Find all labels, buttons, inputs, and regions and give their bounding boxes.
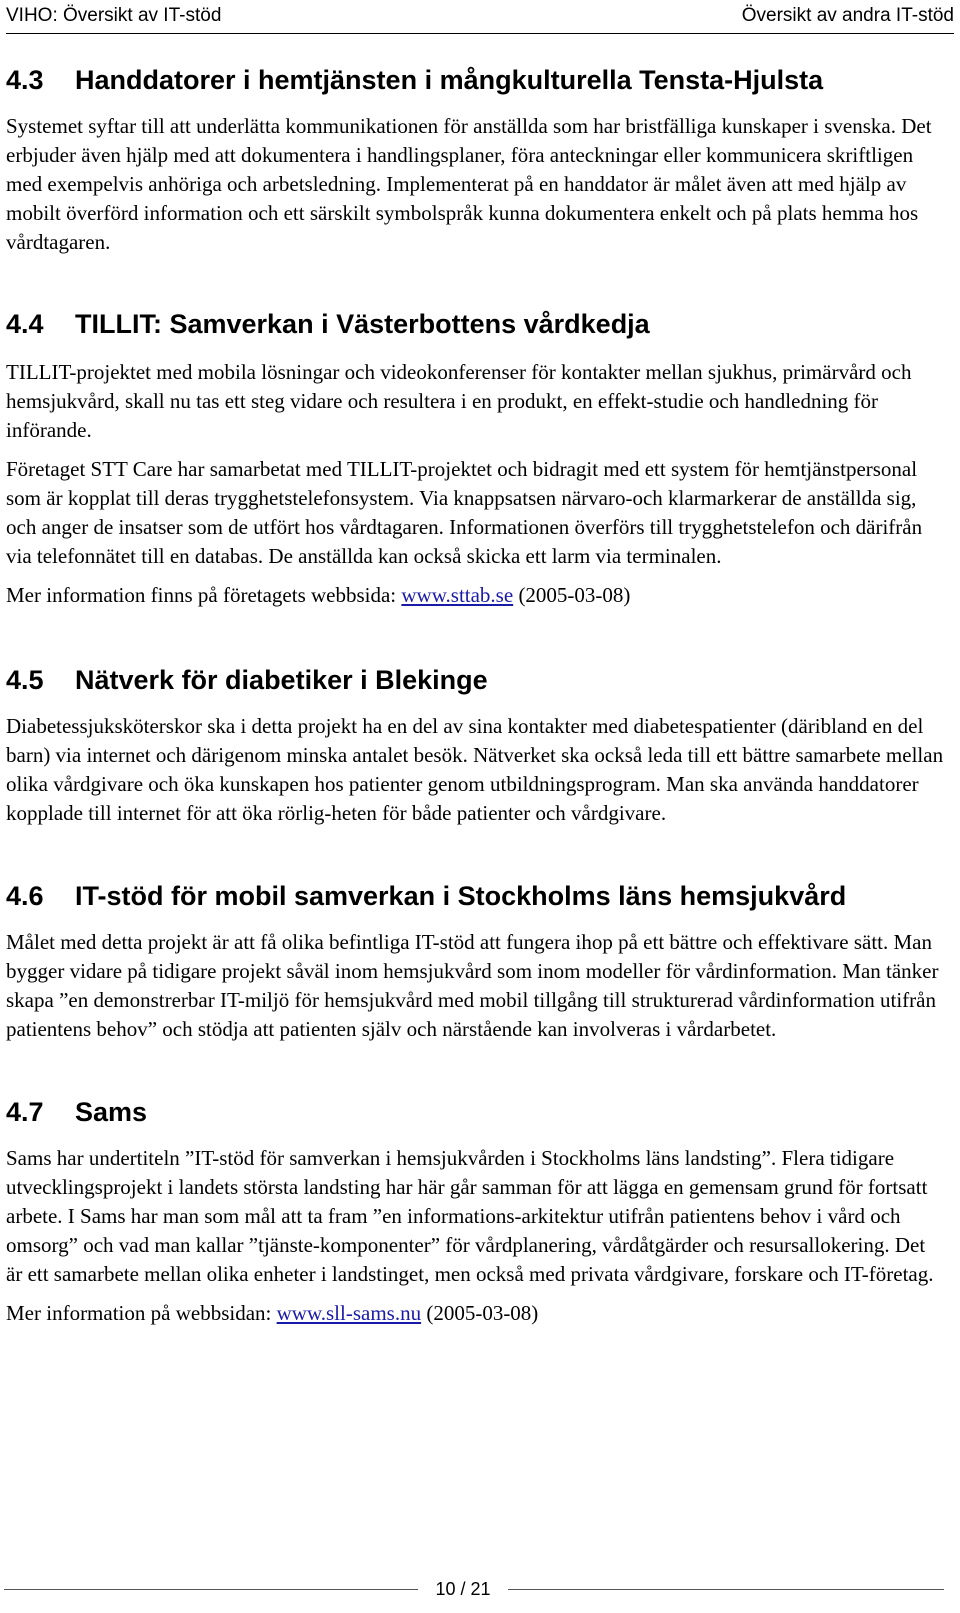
footer-rule-left (4, 1589, 418, 1590)
paragraph: Målet med detta projekt är att få olika befintliga IT-stöd att fungera ihop på ett bättre och effektivare sätt. Man bygger vidare på tidigare projekt såväl inom hemsjukvård som inom modeller för vårdinformation. Man tänker skapa ”en demonstrerbar IT-miljö för hemsjukvård med mobil tillgång till strukturerad vårdinformation utifrån patientens behov” och stödja att patienten själv och närstående kan involveras i vårdarbetet. (6, 930, 939, 1041)
section-heading (6, 662, 946, 698)
more-info-line (6, 581, 946, 610)
page-footer (0, 1579, 960, 1612)
section-title: IT-stöd för mobil samverkan i Stockholms läns hemsjukvård (75, 881, 847, 911)
section-4-6 (6, 878, 946, 1044)
paragraph: Företaget STT Care har samarbetat med TILLIT-projektet och bidragit med ett system för hemtjänstpersonal som är kopplat till deras trygghetstelefonsystem. Via knappsatsen närvaro-och klarmarkerar de anställda sig, och anger de insatser som de utfört hos vårdtagaren. Informationen överförs till trygghetstelefon och därifrån via telefonnätet till en databas. De anställda kan också skicka ett larm via terminalen. (6, 457, 923, 568)
section-4-5 (6, 662, 946, 828)
section-number: 4.3 (6, 65, 44, 95)
more-info-text: Mer information på webbsidan: (6, 1301, 277, 1325)
paragraph: Systemet syftar till att underlätta kommunikationen för anställda som har bristfälliga kunskaper i svenska. Det erbjuder även hjälp med att dokumentera i handlingsplaner, föra anteckningar eller kommunicera skriftligen med exempelvis anhöriga och arbetsledning. Implementerat på en handdator är målet även att med hjälp av mobilt överförd information och ett särskilt symbolspråk kunna dokumentera enkelt och på plats hemma hos vårdtagaren. (6, 114, 932, 254)
footer-rule-right (508, 1589, 944, 1590)
more-info-date: (2005-03-08) (421, 1301, 539, 1325)
section-number: 4.7 (6, 1097, 44, 1127)
section-title: Nätverk för diabetiker i Blekinge (75, 665, 488, 695)
section-heading (6, 62, 946, 98)
sttab-link[interactable]: www.sttab.se (401, 583, 514, 607)
section-4-7 (6, 1094, 946, 1328)
section-4-4 (6, 306, 946, 610)
section-title: Handdatorer i hemtjänsten i mångkulturella Tensta-Hjulsta (75, 65, 824, 95)
more-info-date: (2005-03-08) (513, 583, 631, 607)
more-info-line (6, 1299, 946, 1328)
running-header (6, 3, 954, 34)
section-4-3 (6, 62, 946, 257)
section-heading (6, 1094, 946, 1130)
section-heading (6, 306, 946, 342)
paragraph: Sams har undertiteln ”IT-stöd för samverkan i hemsjukvården i Stockholms läns landsting”. Flera tidigare utvecklingsprojekt i landets största landsting har här går samman för att lägga en gemensam grund för fortsatt arbete. I Sams har man som mål att ta fram ”en informations-arkitektur utifrån patientens behov i vård och omsorg” och vad man kallar ”tjänste-komponenter” för vårdplanering, vårdåtgärder och resursallokering. Det är ett samarbete mellan olika enheter i landstinget, men också med privata vårdgivare, forskare och IT-företag. (6, 1146, 934, 1286)
page-number: 10 / 21 (435, 1579, 491, 1599)
section-number: 4.5 (6, 665, 44, 695)
header-document-title: VIHO: Översikt av IT-stöd (6, 5, 222, 26)
section-title: Sams (75, 1097, 148, 1127)
section-title: TILLIT: Samverkan i Västerbottens vårdkedja (75, 309, 650, 339)
page-content (6, 62, 946, 1328)
paragraph: TILLIT-projektet med mobila lösningar och videokonferenser för kontakter mellan sjukhus, primärvård och hemsjukvård, skall nu tas ett steg vidare och resultera i en produkt, en effekt-studie och handledning för införande. (6, 360, 912, 442)
more-info-text: Mer information finns på företagets webbsida: (6, 583, 402, 607)
sll-sams-link[interactable]: www.sll-sams.nu (276, 1301, 422, 1325)
section-number: 4.6 (6, 881, 44, 911)
section-number: 4.4 (6, 309, 44, 339)
paragraph: Diabetessjuksköterskor ska i detta projekt ha en del av sina kontakter med diabetespatienter (däribland en del barn) via internet och därigenom minska antalet besök. Nätverket ska också leda till ett bättre samarbete mellan olika vårdgivare och öka kunskapen hos patienter genom utbildningsprogram. Man ska använda handdatorer kopplade till internet för att öka rörlig-heten för både patienter och vårdgivare. (6, 714, 944, 825)
section-heading (6, 878, 946, 914)
header-chapter-title: Översikt av andra IT-stöd (741, 5, 954, 26)
